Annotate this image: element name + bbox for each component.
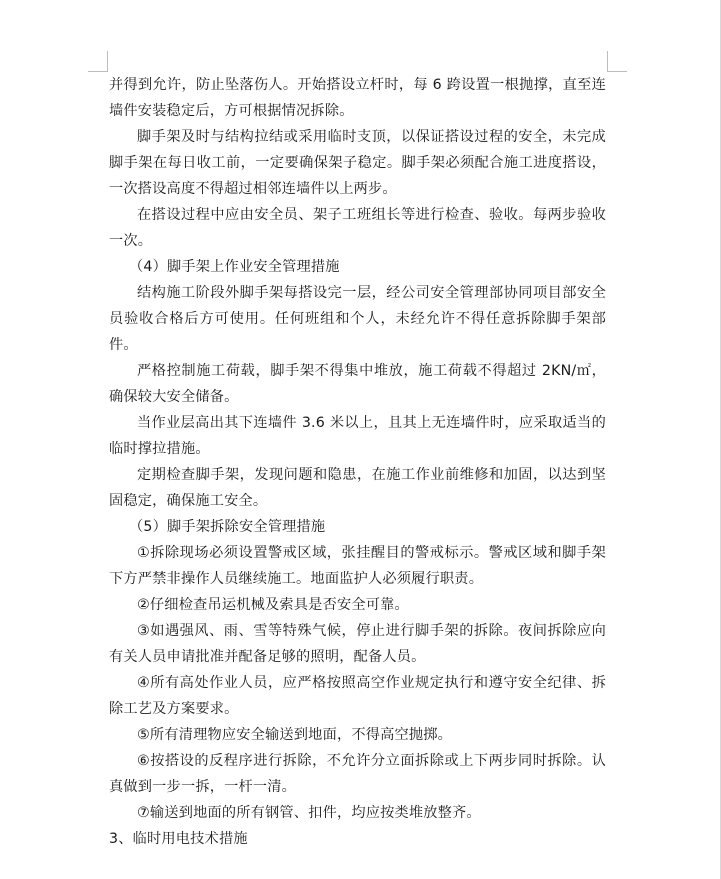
paragraph-continuation: 并得到允许，防止坠落伤人。开始搭设立杆时，每 6 跨设置一根抛撑，直至连墙件安装稳定后，方可根据情况拆除。 [109,77,606,119]
section-heading-temporary-power: 3、临时用电技术措施 [109,831,248,847]
list-item-1: ①拆除现场必须设置警戒区域，张挂醒目的警戒标示。警戒区域和脚手架下方严禁非操作人员继续施工。地面监护人必须履行职责。 [109,545,606,587]
subheading-scaffold-dismantling: （5）脚手架拆除安全管理措施 [129,519,326,535]
subheading-scaffold-operation: （4）脚手架上作业安全管理措施 [129,259,340,275]
list-item-2: ②仔细检查吊运机械及索具是否安全可靠。 [137,597,409,613]
crop-mark-right-horizontal [607,71,627,72]
paragraph-load-control: 严格控制施工荷载，脚手架不得集中堆放，施工荷载不得超过 2KN/㎡，确保较大安全储备。 [109,363,606,405]
crop-mark-right-vertical [607,51,608,72]
list-item-4: ④所有高处作业人员，应严格按照高空作业规定执行和遵守安全纪律、拆除工艺及方案要求。 [109,675,606,717]
list-item-5: ⑤所有清理物应安全输送到地面，不得高空抛掷。 [137,727,453,743]
paragraph-bracing: 当作业层高出其下连墙件 3.6 米以上，且其上无连墙件时，应采取适当的临时撑拉措施。 [109,415,606,457]
paragraph-periodic-check: 定期检查脚手架，发现问题和隐患，在施工作业前维修和加固，以达到坚固稳定，确保施工安全。 [109,467,606,509]
document-body[interactable] [109,72,606,852]
paragraph-acceptance: 结构施工阶段外脚手架每搭设完一层，经公司安全管理部协同项目部安全员验收合格后方可使用。任何班组和个人，未经允许不得任意拆除脚手架部件。 [109,285,606,353]
crop-mark-left-vertical [107,51,108,72]
paragraph-tie-structure: 脚手架及时与结构拉结或采用临时支顶，以保证搭设过程的安全，未完成脚手架在每日收工前，一定要确保架子稳定。脚手架必须配合施工进度搭设，一次搭设高度不得超过相邻连墙件以上两步。 [109,129,606,197]
crop-mark-left-horizontal [88,71,108,72]
list-item-3: ③如遇强风、雨、雪等特殊气候，停止进行脚手架的拆除。夜间拆除应向有关人员申请批准并配备足够的照明，配备人员。 [109,623,606,665]
list-item-6: ⑥按搭设的反程序进行拆除，不允许分立面拆除或上下两步同时拆除。认真做到一步一拆，一杆一清。 [109,753,606,795]
list-item-7: ⑦输送到地面的所有钢管、扣件，均应按类堆放整齐。 [137,805,481,821]
paragraph-inspection: 在搭设过程中应由安全员、架子工班组长等进行检查、验收。每两步验收一次。 [109,207,606,249]
